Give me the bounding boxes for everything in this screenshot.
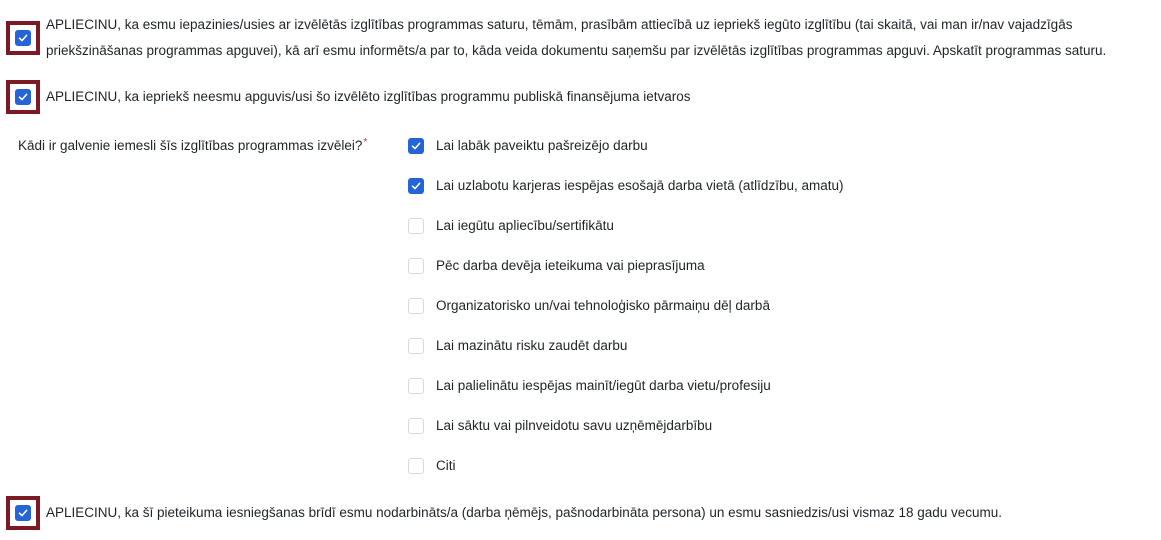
reason-checkbox[interactable] — [408, 458, 424, 474]
checkmark-icon — [411, 181, 421, 191]
reason-option[interactable] — [407, 376, 927, 396]
checkbox-highlight — [6, 80, 40, 114]
checkbox-highlight — [6, 496, 40, 530]
reason-label[interactable]: Lai labāk paveiktu pašreizējo darbu — [436, 138, 648, 153]
confirm-employed-age-checkbox[interactable] — [15, 505, 31, 521]
reason-label[interactable]: Lai iegūtu apliecību/sertifikātu — [436, 218, 614, 233]
reason-label[interactable]: Lai sāktu vai pilnveidotu savu uzņēmējdarbību — [436, 418, 713, 433]
reason-option[interactable] — [407, 176, 927, 196]
reason-option[interactable] — [407, 296, 927, 316]
reason-checkbox[interactable] — [408, 218, 424, 234]
checkbox-highlight — [6, 21, 40, 55]
reason-option[interactable] — [407, 416, 927, 436]
reason-option[interactable] — [407, 336, 927, 356]
confirmation-text: APLIECINU, ka esmu iepazinies/usies ar izvēlētās izglītības programmas saturu, tēmām, prasībām attiecībā uz iepriekš iegūto izglītību (tai skaitā, vai man ir/nav vajadzīgās priekšzināšanas programmas apguvei), kā arī esmu informēts/a par to, kāda veida dokumentu saņemšu par izvēlētās izglītības programmas apguvi. Apskatīt programmas saturu. — [46, 17, 1107, 58]
reason-label[interactable]: Lai palielinātu iespējas mainīt/iegūt darba vietu/profesiju — [436, 378, 771, 393]
required-marker: * — [363, 137, 368, 148]
reason-checkbox[interactable] — [408, 258, 424, 274]
reason-checkbox[interactable] — [408, 298, 424, 314]
reason-option[interactable] — [407, 256, 927, 276]
question-text: Kādi ir galvenie iemesli šīs izglītības programmas izvēlei? — [18, 138, 363, 153]
checkmark-icon — [18, 508, 28, 518]
reason-checkbox[interactable] — [408, 338, 424, 354]
reason-option[interactable] — [407, 456, 927, 476]
checkmark-icon — [18, 33, 28, 43]
confirm-no-public-funding-checkbox[interactable] — [15, 89, 31, 105]
confirmation-text: APLIECINU, ka iepriekš neesmu apguvis/usi šo izvēlēto izglītības programmu publiskā finansējuma ietvaros — [46, 89, 691, 104]
reason-checkbox[interactable] — [408, 138, 424, 154]
reason-option[interactable] — [407, 216, 927, 236]
confirm-program-content-checkbox[interactable] — [15, 30, 31, 46]
reason-checkbox[interactable] — [408, 178, 424, 194]
reason-label[interactable]: Pēc darba devēja ieteikuma vai pieprasījuma — [436, 258, 705, 273]
reason-label[interactable]: Citi — [436, 458, 456, 473]
checkmark-icon — [411, 141, 421, 151]
checkmark-icon — [18, 92, 28, 102]
reason-option[interactable] — [407, 136, 927, 156]
reason-checkbox[interactable] — [408, 418, 424, 434]
confirmation-text: APLIECINU, ka šī pieteikuma iesniegšanas brīdī esmu nodarbināts/a (darba ņēmējs, pašnodarbināta persona) un esmu sasniedzis/usi vismaz 18 gadu vecumu. — [46, 505, 1003, 520]
reason-label[interactable]: Lai mazinātu risku zaudēt darbu — [436, 338, 628, 353]
reason-label[interactable]: Organizatorisko un/vai tehnoloģisko pārmaiņu dēļ darbā — [436, 298, 770, 313]
reasons-question-label — [18, 136, 367, 156]
reason-checkbox[interactable] — [408, 378, 424, 394]
reason-label[interactable]: Lai uzlabotu karjeras iespējas esošajā darba vietā (atlīdzību, amatu) — [436, 178, 844, 193]
